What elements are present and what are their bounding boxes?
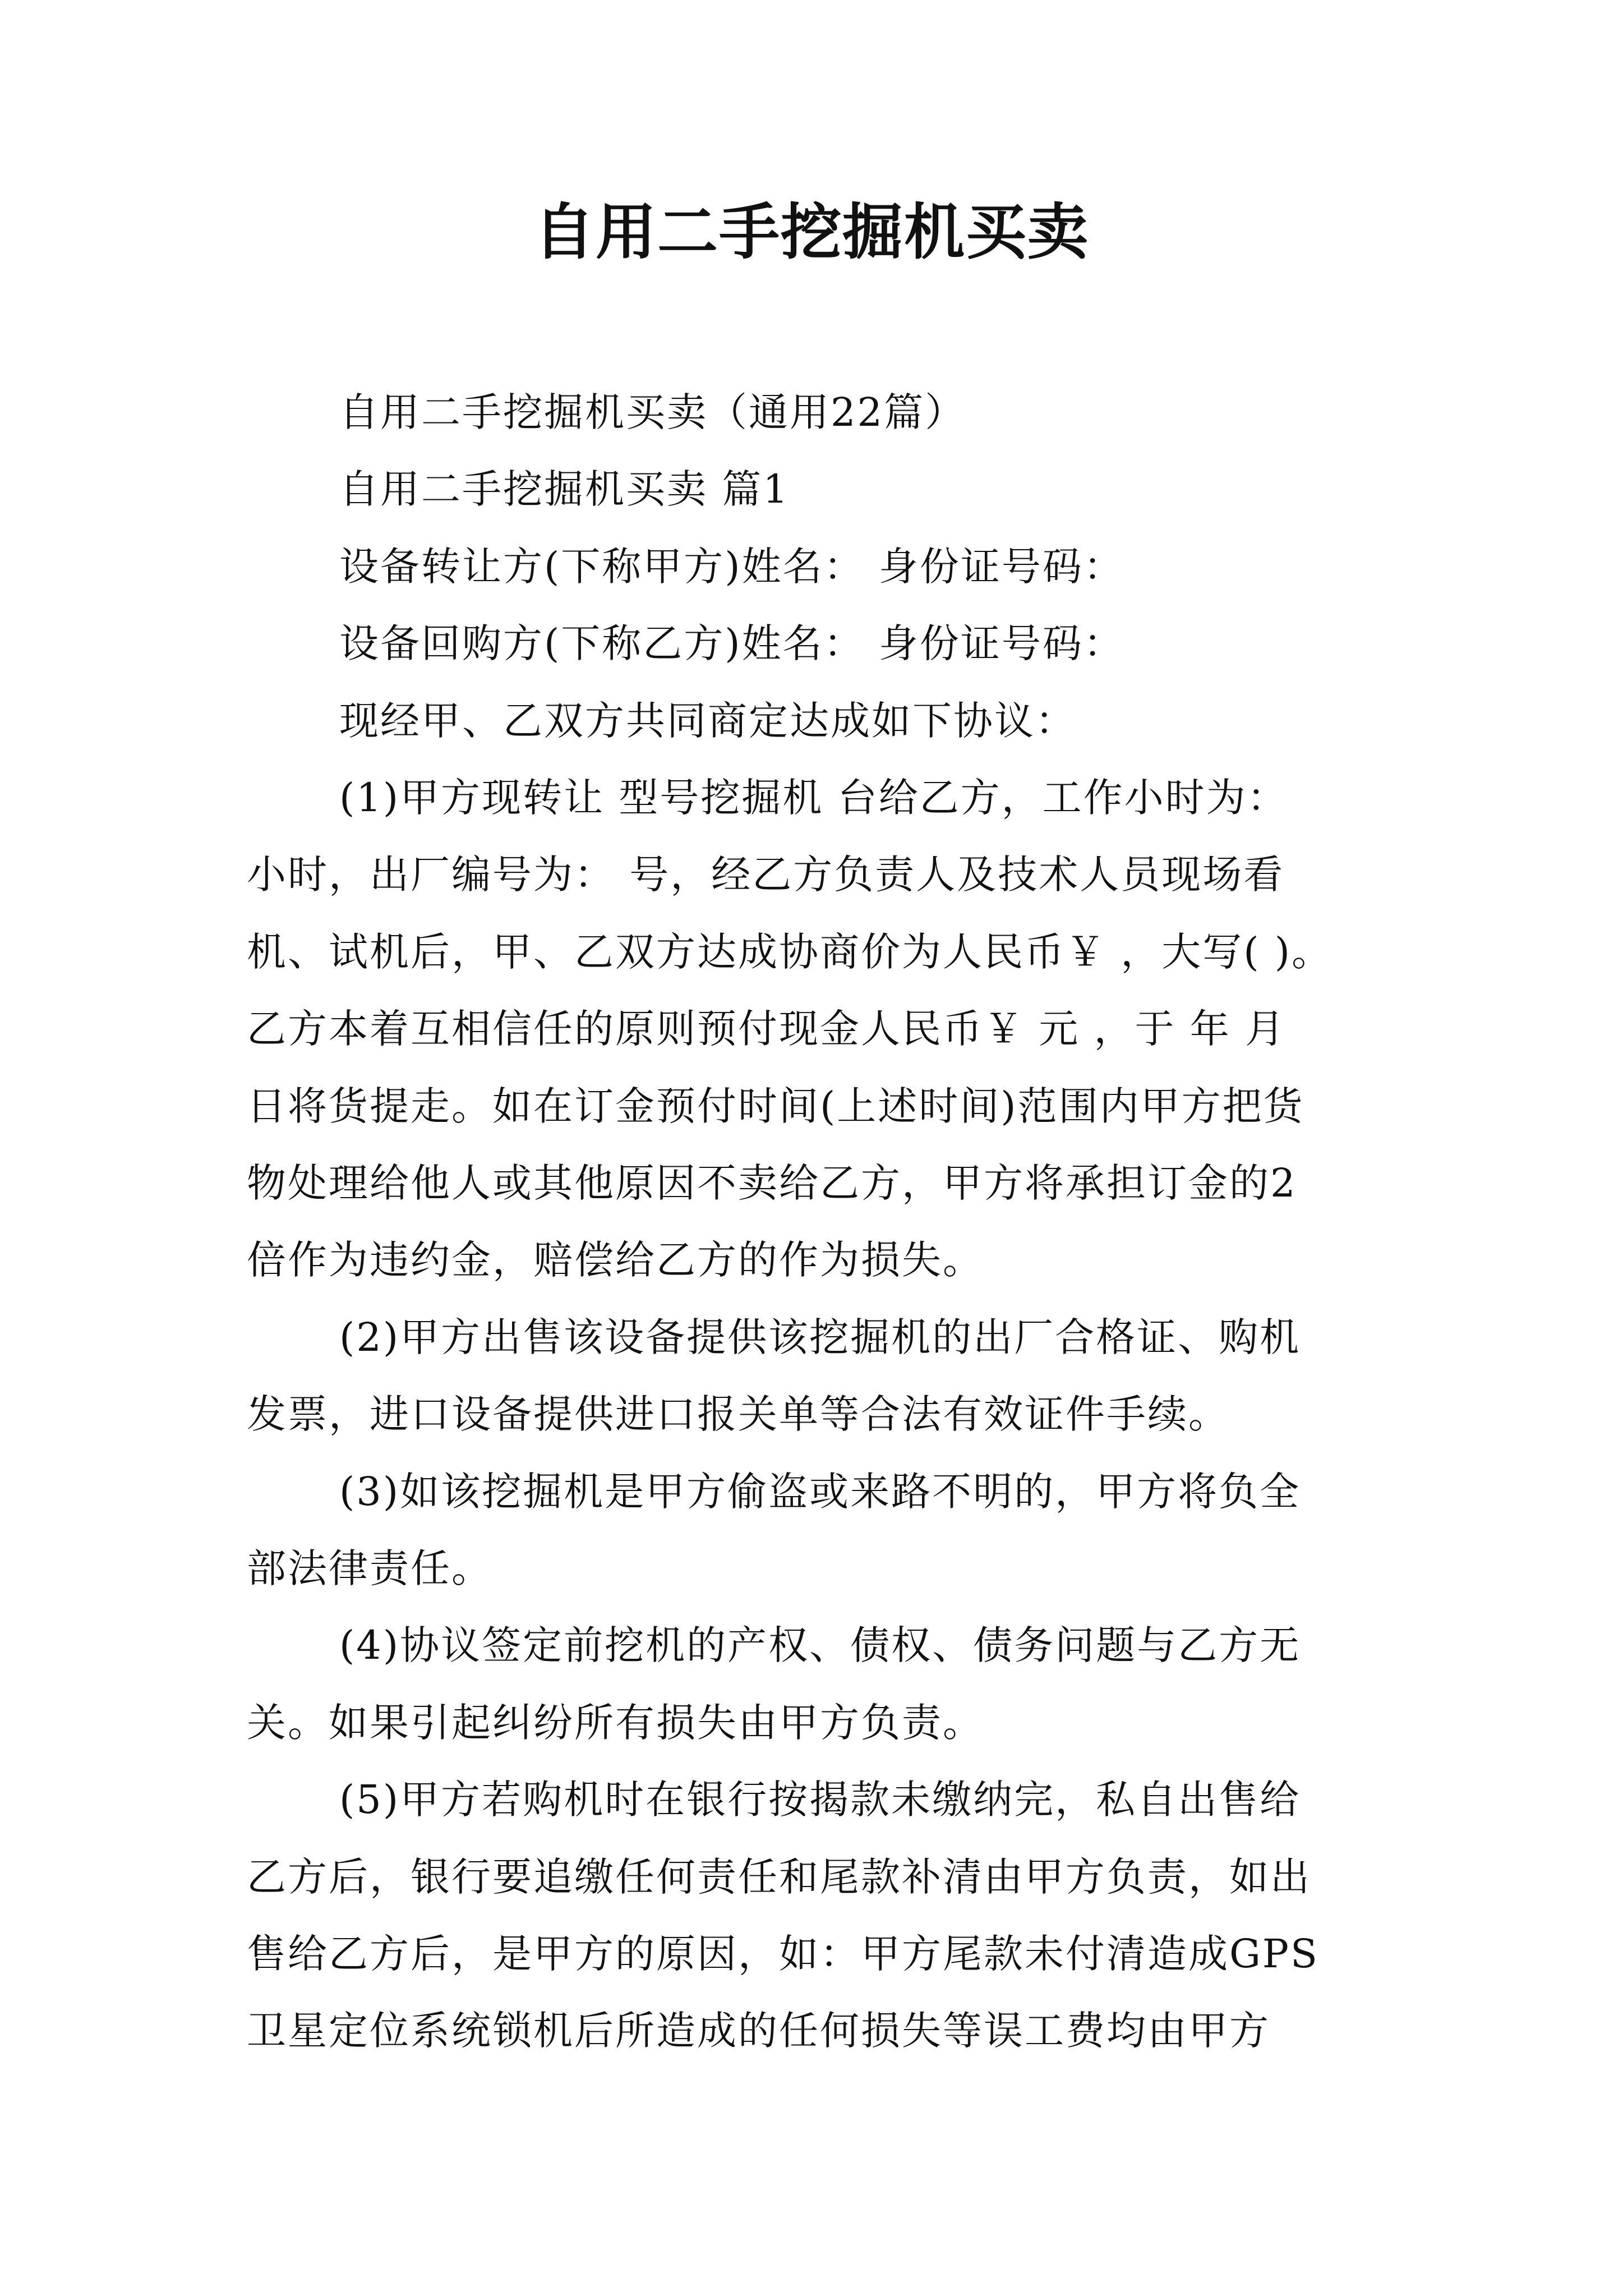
- paragraph-line: 售给乙方后，是甲方的原因，如：甲方尾款未付清造成GPS: [247, 1931, 1319, 1977]
- paragraph-line: 设备回购方(下称乙方)姓名： 身份证号码：: [339, 620, 1124, 666]
- paragraph-line: (4)协议签定前挖机的产权、债权、债务问题与乙方无: [339, 1622, 1301, 1668]
- paragraph-line: 发票，进口设备提供进口报关单等合法有效证件手续。: [247, 1391, 1229, 1437]
- paragraph-line: 倍作为违约金，赔偿给乙方的作为损失。: [247, 1237, 984, 1283]
- paragraph-line: 机、试机后，甲、乙双方达成协商价为人民币￥ ，大写( )。: [247, 929, 1333, 975]
- paragraph-line: 物处理给他人或其他原因不卖给乙方，甲方将承担订金的2: [247, 1160, 1297, 1206]
- paragraph-line: 日将货提走。如在订金预付时间(上述时间)范围内甲方把货: [247, 1083, 1304, 1129]
- paragraph-line: 部法律责任。: [247, 1545, 492, 1591]
- paragraph-line: 乙方后，银行要追缴任何责任和尾款补清由甲方负责，如出: [247, 1854, 1311, 1900]
- paragraph-line: 卫星定位系统锁机后所造成的任何损失等误工费均由甲方: [247, 2008, 1270, 2054]
- paragraph-line: 设备转让方(下称甲方)姓名： 身份证号码：: [339, 544, 1124, 590]
- paragraph-line: (5)甲方若购机时在银行按揭款未缴纳完，私自出售给: [339, 1777, 1301, 1823]
- paragraph-line: (2)甲方出售该设备提供该挖掘机的出厂合格证、购机: [339, 1314, 1301, 1360]
- paragraph-line: 现经甲、乙双方共同商定达成如下协议：: [339, 698, 1076, 744]
- paragraph-line: 自用二手挖掘机买卖（通用22篇）: [339, 389, 966, 435]
- paragraph-line: 自用二手挖掘机买卖 篇1: [339, 466, 790, 512]
- document-title: 自用二手挖掘机买卖: [533, 197, 1089, 268]
- paragraph-line: 关。如果引起纠纷所有损失由甲方负责。: [247, 1700, 984, 1746]
- paragraph-line: 乙方本着互相信任的原则预付现金人民币￥ 元 ，于 年 月: [247, 1006, 1287, 1052]
- paragraph-line: 小时，出厂编号为： 号，经乙方负责人及技术人员现场看: [247, 852, 1285, 898]
- paragraph-line: (1)甲方现转让 型号挖掘机 台给乙方，工作小时为：: [339, 775, 1288, 821]
- paragraph-line: (3)如该挖掘机是甲方偷盗或来路不明的，甲方将负全: [339, 1469, 1301, 1515]
